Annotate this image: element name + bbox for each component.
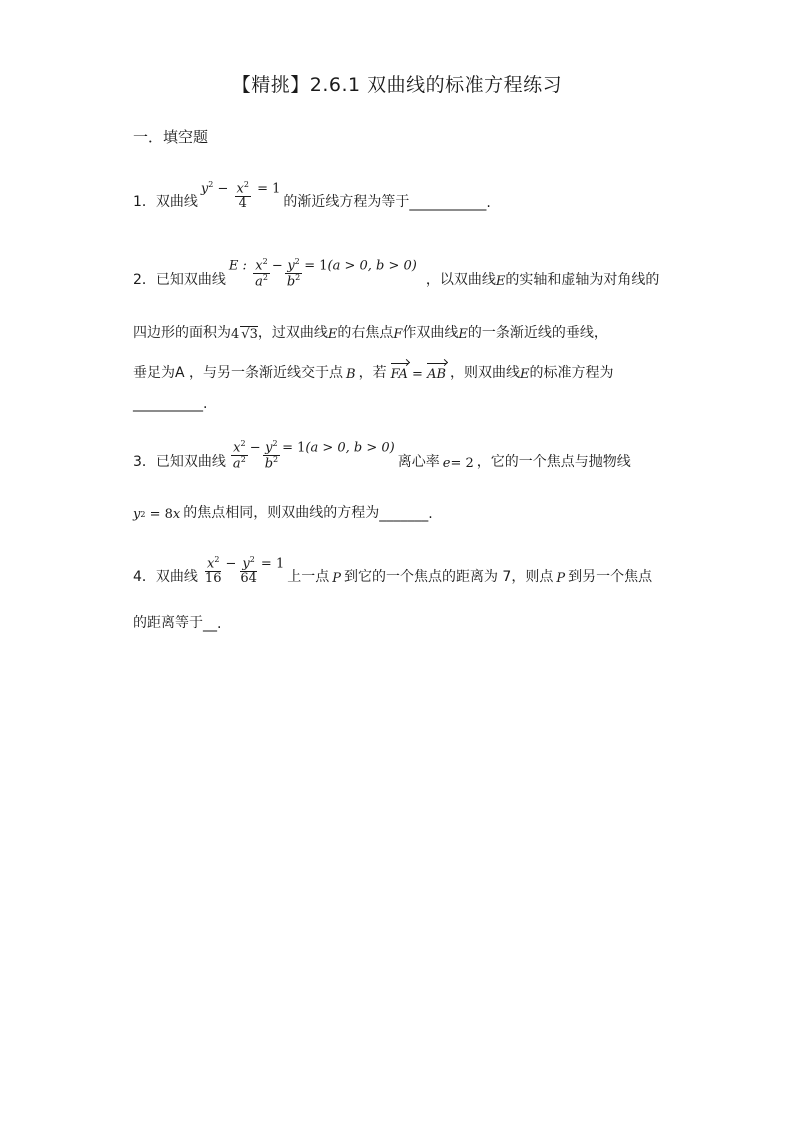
question-3-line-1: [133, 440, 631, 471]
question-2-line-1: [133, 258, 659, 289]
q4-number: 4．: [133, 568, 156, 585]
q1-number: 1．: [133, 193, 156, 210]
question-2-line-4: [133, 396, 207, 412]
q4-l2: 的距离等于: [133, 615, 203, 631]
q3-parabola: y 2 = 8 x: [133, 507, 181, 522]
q3-eccentricity: e = 2: [442, 455, 474, 471]
q4-blank: __.: [203, 616, 222, 632]
q2-l2-c: 的右焦点: [337, 325, 394, 341]
q2-blank: __________.: [133, 396, 208, 412]
q2-l2-e: 的一条渐近线的垂线，: [467, 325, 608, 341]
section-heading: 一．填空题: [133, 128, 209, 146]
q4-var-p2: P: [556, 570, 566, 586]
q1-blank: ___________.: [409, 194, 491, 211]
q2-l3-d: 的标准方程为: [529, 365, 614, 381]
q2-var-e2: E: [327, 327, 338, 342]
q2-number: 2．: [133, 271, 156, 288]
q4-lead: 双曲线: [155, 568, 198, 585]
q2-var-e1: E: [495, 273, 506, 289]
q3-lead: 已知双曲线: [155, 453, 226, 470]
q1-lead: 双曲线: [155, 193, 198, 210]
q2-l3-b: ，若: [358, 365, 387, 381]
question-2-line-3: [133, 362, 614, 382]
q4-trail-c: 到另一个焦点: [568, 568, 653, 585]
q2-area-value: 4 √3: [231, 326, 258, 342]
q2-condition: (a > 0, b > 0): [327, 258, 417, 274]
question-4-line-2: [133, 612, 221, 632]
q4-equation: $\frac{x^2}{16}$ − $\frac{y^2}{64}$ = 1: [204, 555, 285, 586]
q3-blank: _______.: [379, 506, 433, 522]
q2-var-e3: E: [458, 327, 468, 342]
question-3-line-2: [133, 502, 433, 522]
q4-trail-b: 到它的一个焦点的距离为 7，则点: [343, 568, 554, 585]
q3-trail-b: ，它的一个焦点与抛物线: [476, 453, 631, 470]
q1-equation: $y^2$ − $\frac{x^2}{4}$ = 1: [200, 180, 281, 211]
page-title: 【精挑】2.6.1 双曲线的标准方程练习: [231, 74, 563, 96]
q2-l1-trail: ，以双曲线: [425, 271, 496, 288]
question-2-line-2: [133, 322, 608, 342]
q4-trail-a: 上一点: [287, 568, 330, 585]
q2-l2-a: 四边形的面积为: [133, 325, 231, 341]
q2-var-b: B: [346, 367, 356, 382]
q2-vector-equation: FA = AB: [390, 367, 447, 382]
q3-number: 3．: [133, 453, 156, 470]
q2-l1-end: 的实轴和虚轴为对角线的: [505, 271, 660, 288]
q2-equation: E : $\frac{x^2}{a^2}$ − $\frac{y^2}{b^2}$ = 1(a > 0, b > 0): [228, 257, 417, 290]
q3-trail-a: 离心率: [397, 453, 440, 470]
q2-l3-c: ，则双曲线: [450, 365, 521, 381]
q2-lead: 已知双曲线: [155, 271, 226, 288]
q2-l2-d: 作双曲线: [402, 325, 459, 341]
question-1: [133, 180, 491, 211]
q3-l2-trail: 的焦点相同，则双曲线的方程为: [183, 505, 380, 521]
q1-trail: 的渐近线方程为等于: [283, 193, 410, 210]
q2-l3-a: 垂足为A ，与另一条渐近线交于点: [133, 365, 344, 381]
q3-equation: $\frac{x^2}{a^2}$ − $\frac{y^2}{b^2}$ = 1(a > 0, b > 0): [232, 439, 395, 472]
q3-condition: (a > 0, b > 0): [305, 440, 395, 456]
q2-var-e4: E: [520, 367, 530, 382]
q4-var-p1: P: [332, 570, 341, 586]
question-4-line-1: [133, 556, 652, 586]
q2-l2-b: ，过双曲线: [257, 325, 328, 341]
q2-var-f: F: [393, 327, 403, 342]
